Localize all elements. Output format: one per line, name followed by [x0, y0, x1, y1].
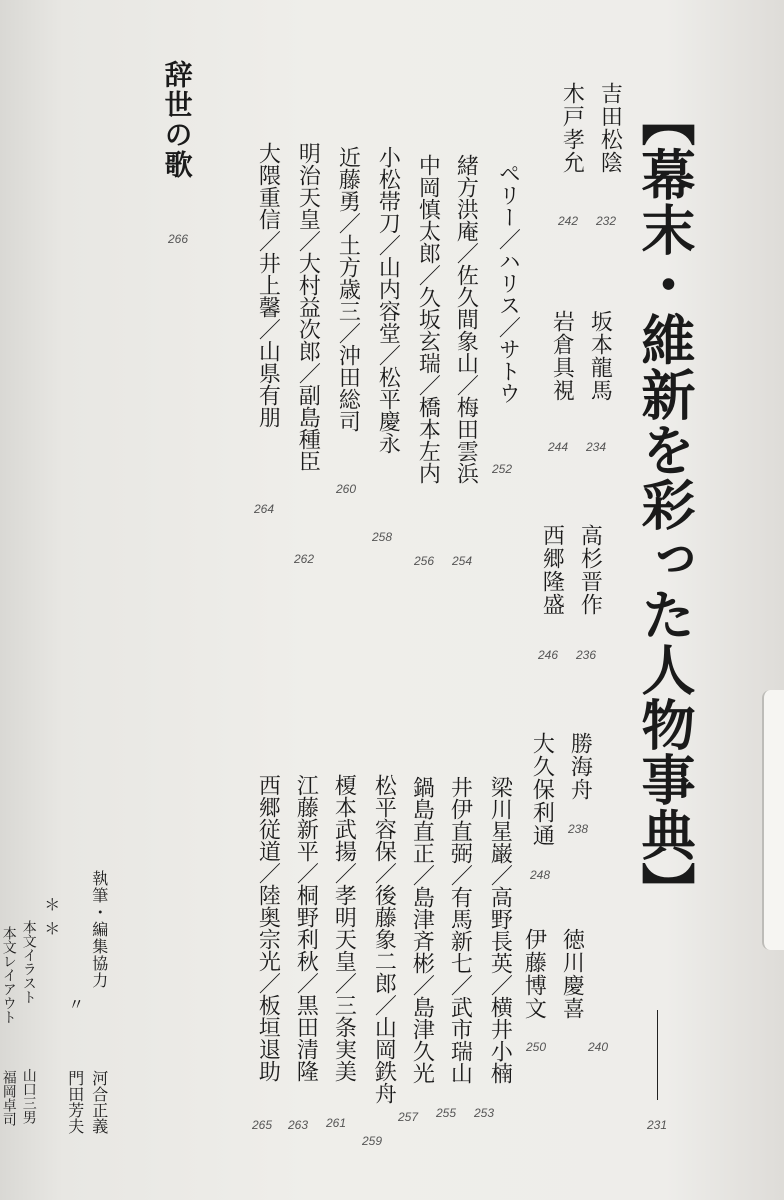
page-number: 255 — [436, 1106, 457, 1120]
toc-entry: 近藤勇／土方歳三／沖田総司 — [335, 146, 361, 432]
section-page-number: 231 — [647, 1118, 668, 1132]
page-number: 253 — [474, 1106, 495, 1120]
page-number: 259 — [362, 1134, 383, 1148]
page-number: 260 — [336, 482, 357, 496]
toc-entry: 緒方洪庵／佐久間象山／梅田雲浜 — [453, 154, 479, 484]
toc-entry: 西郷従道／陸奥宗光／板垣退助 — [255, 774, 281, 1082]
page-number: 263 — [288, 1118, 309, 1132]
page-number: 254 — [452, 554, 473, 568]
toc-entry: 坂本龍馬 — [587, 310, 613, 402]
page-number: 264 — [254, 502, 275, 516]
page-number: 265 — [252, 1118, 273, 1132]
toc-entry: 吉田松陰 — [597, 82, 623, 174]
toc-entry: 江藤新平／桐野利秋／黒田清隆 — [293, 774, 319, 1082]
page-number: 252 — [492, 462, 513, 476]
page-number: 238 — [568, 822, 589, 836]
layout-credit-label: 本文レイアウト — [0, 926, 17, 1024]
page-number: 246 — [538, 648, 559, 662]
writing-credit-label: 執筆・編集協力 — [89, 870, 109, 989]
leader-line — [657, 1010, 658, 1100]
page-number: 262 — [294, 552, 315, 566]
toc-entry: 鍋島直正／島津斉彬／島津久光 — [409, 776, 435, 1084]
layout-person-name: 福岡卓司 — [0, 1070, 17, 1126]
page-edge — [762, 690, 784, 950]
page-number: 258 — [372, 530, 393, 544]
death-poems-heading: 辞世の歌 — [160, 60, 194, 180]
page-number: 250 — [526, 1040, 547, 1054]
toc-entry: 小松帯刀／山内容堂／松平慶永 — [375, 146, 401, 454]
toc-entry: 榎本武揚／孝明天皇／三条実美 — [331, 774, 357, 1082]
toc-entry: 松平容保／後藤象二郎／山岡鉄舟 — [371, 774, 397, 1104]
toc-entry: 大久保利通 — [529, 732, 555, 847]
page-number: 261 — [326, 1116, 347, 1130]
page-number: 244 — [548, 440, 569, 454]
toc-entry: 伊藤博文 — [521, 928, 547, 1020]
page-number: 248 — [530, 868, 551, 882]
toc-entry: 梁川星巌／高野長英／横井小楠 — [487, 776, 513, 1084]
illustration-credit-label: 本文イラスト — [20, 920, 37, 1004]
ditto-mark: 〃 — [65, 996, 85, 1012]
page-number: 234 — [586, 440, 607, 454]
toc-entry: ペリー／ハリス／サトウ — [495, 162, 521, 404]
toc-entry: 中岡慎太郎／久坂玄瑞／橋本左内 — [415, 154, 441, 484]
separator-asterisks: ＊＊ — [41, 896, 61, 944]
page-number: 266 — [168, 232, 189, 246]
page-number: 240 — [588, 1040, 609, 1054]
toc-entry: 高杉晋作 — [577, 524, 603, 616]
toc-entry: 勝海舟 — [567, 732, 593, 801]
toc-entry: 井伊直弼／有馬新七／武市瑞山 — [447, 776, 473, 1084]
page-number: 257 — [398, 1110, 419, 1124]
page-number: 256 — [414, 554, 435, 568]
toc-entry: 明治天皇／大村益次郎／副島種臣 — [295, 142, 321, 472]
toc-entry: 岩倉具視 — [549, 310, 575, 402]
section-title: 【幕末・維新を彩った人物事典】 — [633, 92, 697, 917]
toc-entry: 木戸孝允 — [559, 82, 585, 174]
toc-entry: 大隈重信／井上馨／山県有朋 — [255, 142, 281, 428]
page-number: 232 — [596, 214, 617, 228]
illustrator-name: 山口三男 — [20, 1068, 37, 1124]
toc-entry: 徳川慶喜 — [559, 928, 585, 1020]
page-number: 236 — [576, 648, 597, 662]
toc-entry: 西郷隆盛 — [539, 524, 565, 616]
page-number: 242 — [558, 214, 579, 228]
writer-name: 河合正義 — [89, 1070, 109, 1134]
writer-name: 門田芳夫 — [65, 1070, 85, 1134]
